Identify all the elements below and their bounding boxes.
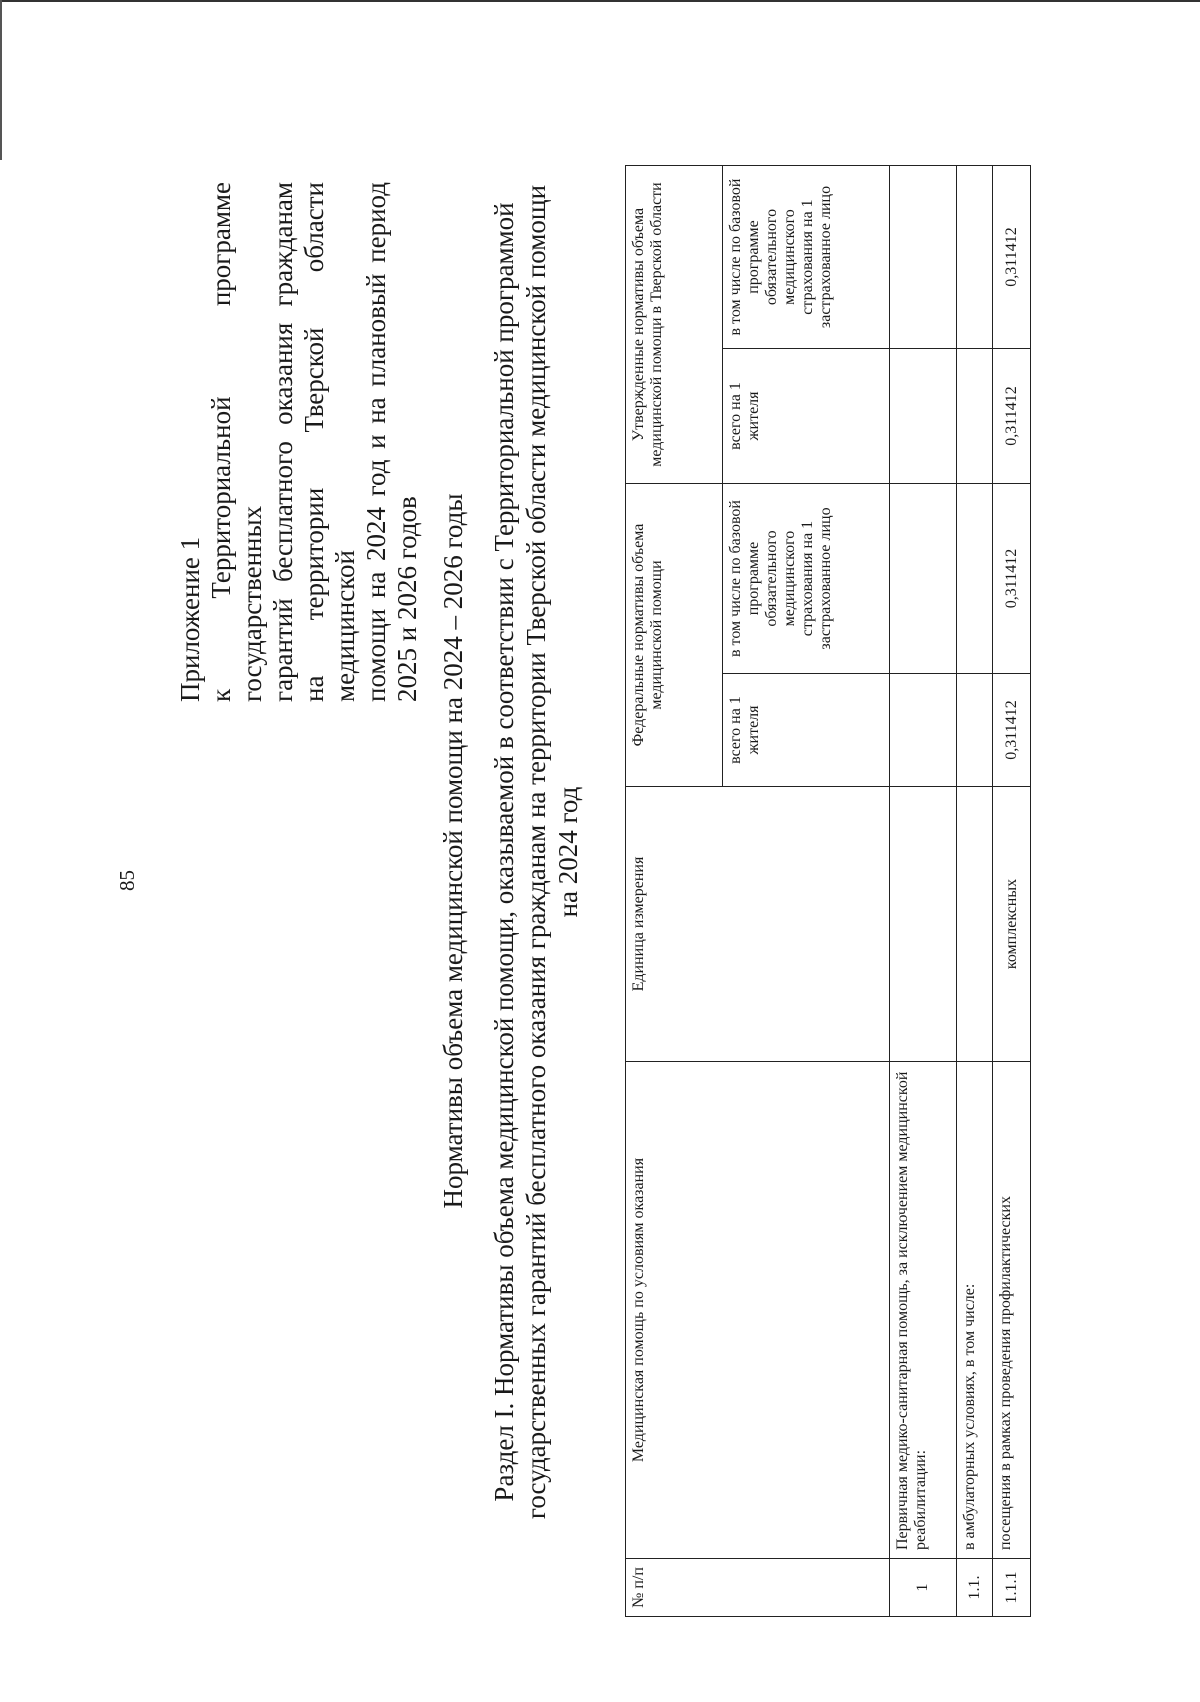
row-num: 1.1.1 <box>993 1559 1031 1617</box>
appendix-line: на территории Тверской области медицинской <box>299 182 360 702</box>
appendix-line: гарантий бесплатного оказания гражданам <box>268 182 298 702</box>
row-fed-total <box>890 674 957 787</box>
header-reg-per-resident: всего на 1 жителя <box>723 349 890 484</box>
section-title-line: на 2024 год <box>553 786 583 918</box>
norms-table <box>625 165 1031 1617</box>
table-header-row <box>626 166 723 1617</box>
row-care: Первичная медико-санитарная помощь, за исключением медицинской реабилитации: <box>890 1062 957 1559</box>
section-title-line: государственных гарантий бесплатного оказания гражданам на территории Тверской области медицинской помощи <box>521 184 551 1520</box>
row-num: 1.1. <box>957 1559 993 1617</box>
row-reg-total: 0,311412 <box>993 349 1031 484</box>
header-care: Медицинская помощь по условиям оказания <box>626 1062 890 1559</box>
header-fed-per-insured: в том числе по базовой программе обязательного медицинского страхования на 1 застрахованное лицо <box>723 484 890 674</box>
row-reg-total <box>957 349 993 484</box>
appendix-line: 2025 и 2026 годов <box>392 496 422 702</box>
row-unit <box>957 787 993 1062</box>
row-reg-oms <box>890 166 957 349</box>
row-care: в амбулаторных условиях, в том числе: <box>957 1062 993 1559</box>
row-fed-total <box>957 674 993 787</box>
row-fed-total: 0,311412 <box>993 674 1031 787</box>
appendix-line: к Территориальной программе государственных <box>206 182 267 702</box>
header-unit: Единица измерения <box>626 787 890 1062</box>
row-fed-oms <box>890 484 957 674</box>
row-reg-oms: 0,311412 <box>993 166 1031 349</box>
row-care: посещения в рамках проведения профилактических <box>993 1062 1031 1559</box>
row-num: 1 <box>890 1559 957 1617</box>
row-unit: комплексных <box>993 787 1031 1062</box>
row-fed-oms <box>957 484 993 674</box>
header-federal: Федеральные нормативы объема медицинской помощи <box>626 484 723 787</box>
header-regional: Утвержденные нормативы объема медицинской помощи в Тверской области <box>626 166 723 484</box>
appendix-title: Приложение 1 <box>175 536 205 702</box>
table-row <box>993 166 1031 1617</box>
page-number: 85 <box>115 870 139 891</box>
row-reg-oms <box>957 166 993 349</box>
section-title <box>488 152 584 1552</box>
row-fed-oms: 0,311412 <box>993 484 1031 674</box>
section-title-line: Раздел I. Нормативы объема медицинской помощи, оказываемой в соответствии с Территориальной программой <box>489 202 519 1502</box>
table-row <box>957 166 993 1617</box>
appendix-block <box>175 182 423 702</box>
document-title: Нормативы объема медицинской помощи на 2024 – 2026 годы <box>438 493 468 1209</box>
header-num: № п/п <box>626 1559 890 1617</box>
row-reg-total <box>890 349 957 484</box>
table-row <box>890 166 957 1617</box>
header-reg-per-insured: в том числе по базовой программе обязательного медицинского страхования на 1 застрахованное лицо <box>723 166 890 349</box>
row-unit <box>890 787 957 1062</box>
appendix-line: помощи на 2024 год и на плановый период <box>361 182 391 702</box>
header-fed-per-resident: всего на 1 жителя <box>723 674 890 787</box>
